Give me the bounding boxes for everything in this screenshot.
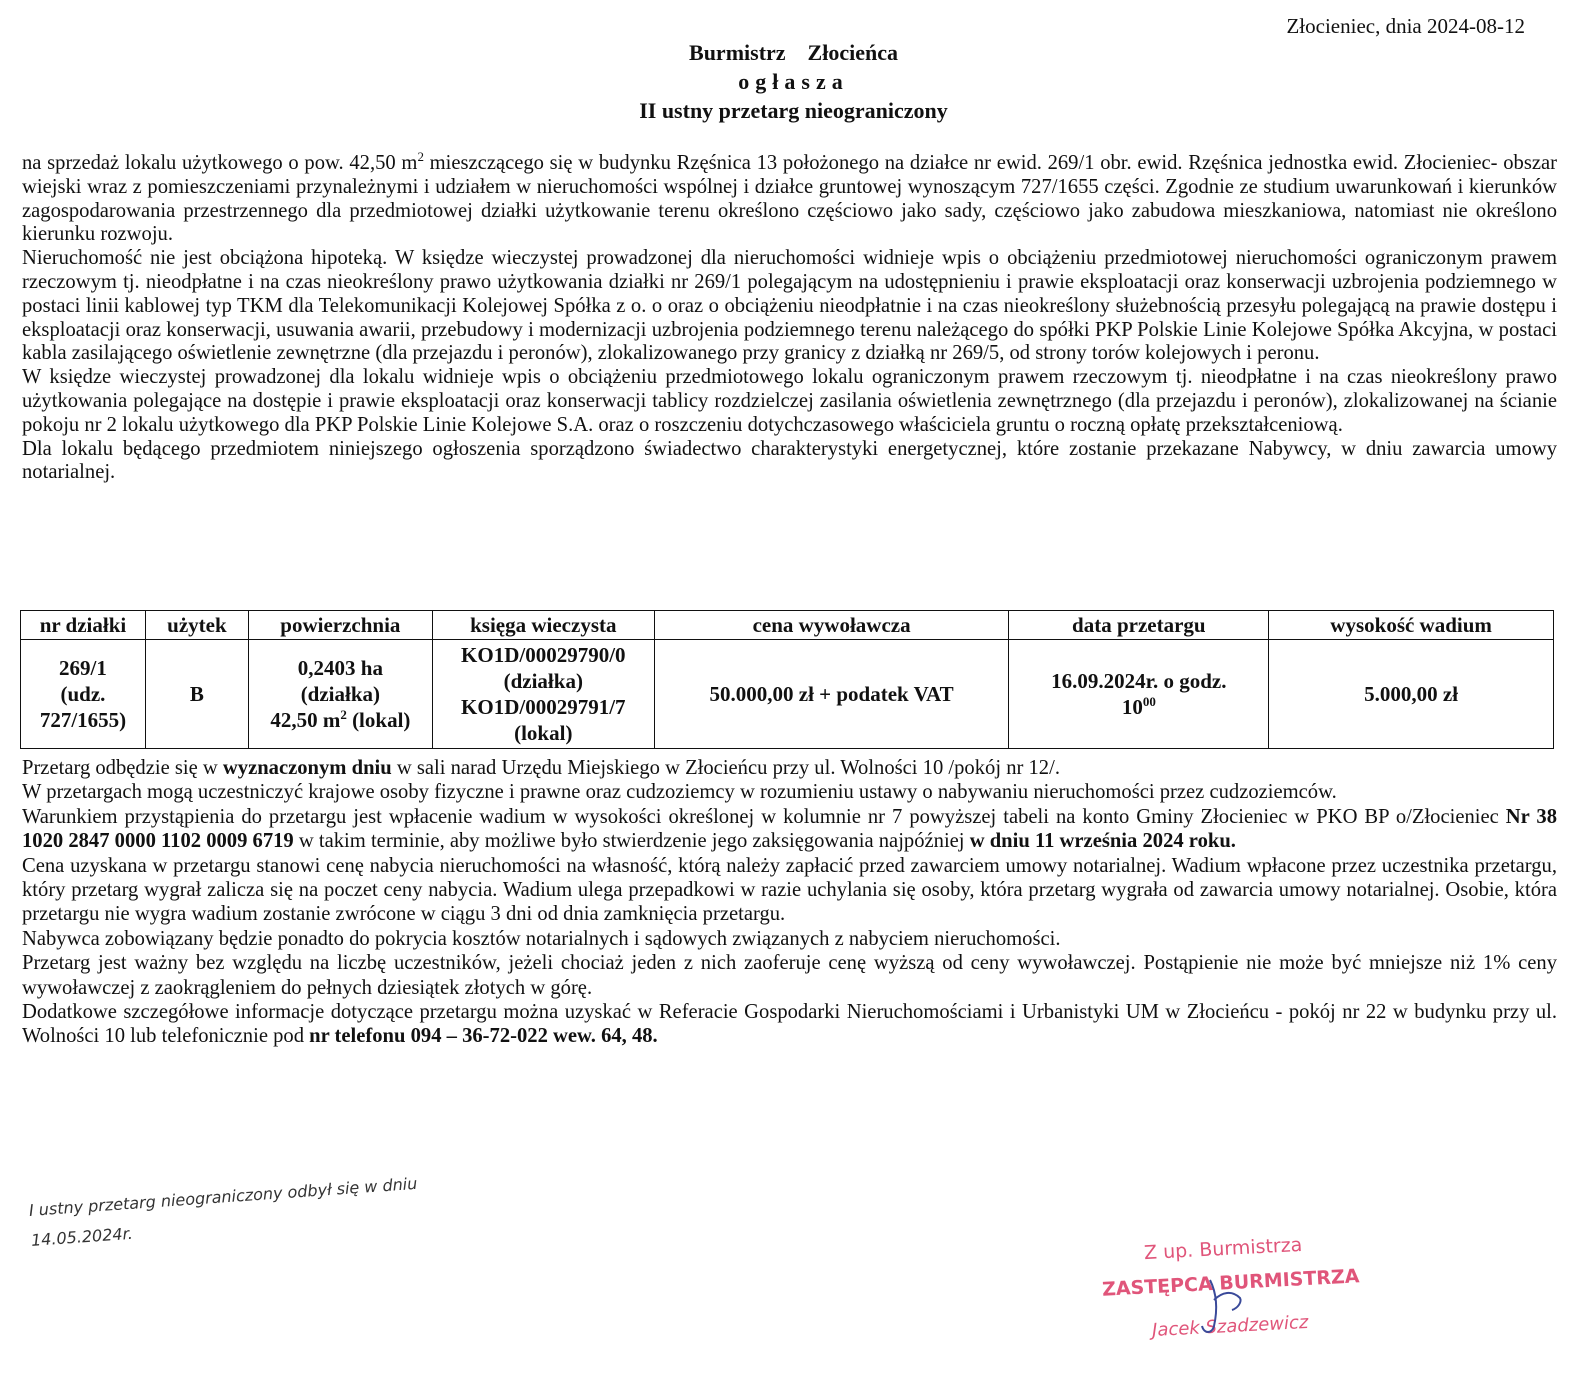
paragraph-venue: Przetarg odbędzie się w wyznaczonym dniu w sali narad Urzędu Miejskiego w Złocieńcu przy ul. Wolności 10 /pokój nr 12/. (22, 757, 1060, 779)
paragraph-participants: W przetargach mogą uczestniczyć krajowe osoby fizyczne i prawne oraz cudzoziemcy w rozumieniu ustawy o nabywaniu nieruchomości przez cudzoziemców. (22, 781, 1337, 804)
stamp-name: Jacek Szadzewicz (1151, 1311, 1309, 1342)
paragraph-unit-encumbrances: W księdze wieczystej prowadzonej dla lokalu widnieje wpis o obciążeniu przedmiotowego lokalu ograniczonym prawem rzeczowym tj. nieodpłatne i na czas nieokreślony prawo użytkowania polegające na dostępie i prawie eksploatacji oraz konserwacji tablicy rozdzielczej zasilania oświetlenia zewnętrznego (dla przejazdu i peronów), zlokalizowanej na ścianie pokoju nr 2 lokalu użytkowego dla PKP Polskie Linie Kolejowe S.A. oraz o roszczeniu dotychczasowego właściciela gruntu o roczną opłatę przekształceniową. (22, 366, 1557, 436)
contact-phone: nr telefonu 094 – 36-72-022 wew. 64, 48. (309, 1025, 658, 1048)
paragraph-energy-certificate: Dla lokalu będącego przedmiotem niniejszego ogłoszenia sporządzono świadectwo charakterystyki energetycznej, które zostanie przekazane Nabywcy, w dniu zawarcia umowy notarialnej. (22, 437, 1557, 484)
cell-starting-price: 50.000,00 zł + podatek VAT (654, 640, 1009, 749)
handwritten-note-text: I ustny przetarg nieograniczony odbył się w dniu 14.05.2024r. (28, 1173, 418, 1250)
signature-icon (1092, 1230, 1372, 1360)
auction-terms (22, 756, 1557, 1049)
paragraph-contact: Dodatkowe szczegółowe informacje dotyczące przetargu można uzyskać w Referacie Gospodarki Nieruchomościami i Urbanistyki UM w Złocieńcu - pokój nr 22 w budynku przy ul. Wolności 10 lub telefonicznie pod nr telefonu 094 – 36-72-022 wew. 64, 48. (22, 1001, 1557, 1048)
cell-land-register: KO1D/00029790/0 (działka) KO1D/00029791/7 (lokal) (432, 640, 654, 749)
header-area: powierzchnia (248, 611, 432, 640)
body-text (22, 149, 1557, 485)
paragraph-encumbrances: Nieruchomość nie jest obciążona hipoteką. W księdze wieczystej prowadzonej dla nieruchomości widnieje wpis o obciążeniu przedmiotowej nieruchomości ograniczonym prawem rzeczowym tj. nieodpłatne i na czas nieokreślony prawo użytkowania działki nr 269/1 polegającym na udostępnieniu i prawie eksploatacji oraz konserwacji uzbrojenia podziemnego w postaci linii kablowej typ TKM dla Telekomunikacji Kolejowej Spółka z o. o oraz o obciążeniu nieodpłatnie i na czas nieokreślony służebnością przesyłu polegającą na prawie dostępu i eksploatacji oraz konserwacji, usuwania awarii, przebudowy i modernizacji uzbrojenia podziemnego terenu należącego do spółki PKP Polskie Linie Kolejowe Spółka Akcyjna, w postaci kabla zasilającego oświetlenie zewnętrzne (dla przejazdu i peronów), zlokalizowanego przy granicy z działką nr 269/5, od strony torów kolejowych i peronu. (22, 247, 1557, 365)
paragraph-price-terms: Cena uzyskana w przetargu stanowi cenę nabycia nieruchomości na własność, którą należy zapłacić przed zawarciem umowy notarialnej. Wadium wpłacone przez uczestnika przetargu, który przetarg wygrał zalicza się na poczet ceny nabycia. Wadium ulega przepadkowi w razie uchylania się osoby, która przetarg wygrała od zawarcia umowy notarialnej. Osobie, która przetargu nie wygra wadium zostanie zwrócone w ciągu 3 dni od dnia zamknięcia przetargu. (22, 854, 1557, 926)
cell-area: 0,2403 ha (działka) 42,50 $m^2$ (lokal) (248, 640, 432, 749)
header-auction-date: data przetargu (1009, 611, 1269, 640)
handwritten-note (28, 1173, 448, 1266)
bank-account-number: Nr 38 1020 2847 0000 1102 0009 6719 (22, 805, 1557, 853)
cell-deposit: 5.000,00 zł (1269, 640, 1554, 749)
issuing-authority: Burmistrz Złocieńca (689, 40, 898, 65)
table-row (21, 640, 1554, 749)
stamp-position: ZASTĘPCA BURMISTRZA (1101, 1265, 1360, 1301)
document-title: II ustny przetarg nieograniczony (639, 98, 948, 123)
deposit-deadline: w dniu 11 września 2024 roku. (969, 830, 1236, 853)
offer-table (20, 610, 1554, 749)
header-starting-price: cena wywoławcza (654, 611, 1009, 640)
announces-word: ogłasza (738, 69, 849, 94)
paragraph-deposit-terms: Warunkiem przystąpienia do przetargu jest wpłacenie wadium w wysokości określonej w kolumnie nr 7 powyższej tabeli na konto Gminy Złocieniec w PKO BP o/Złocieniec Nr 38 1020 2847 0000 1102 0009 6719 w takim terminie, aby możliwe było stwierdzenie jego zaksięgowania najpóźniej w dniu 11 września 2024 roku. (22, 805, 1557, 853)
cell-use: B (145, 640, 248, 749)
header (0, 38, 1587, 125)
cell-auction-date: 16.09.2024r. o godz. $10^{00}$ (1009, 640, 1269, 749)
official-stamp (1092, 1230, 1372, 1360)
cell-plot-number: 269/1 (udz. 727/1655) (21, 640, 146, 749)
table-header-row (21, 611, 1554, 640)
paragraph-costs: Nabywca zobowiązany będzie ponadto do pokrycia kosztów notarialnych i sądowych związanych z nabyciem nieruchomości. (22, 927, 1061, 950)
paragraph-validity: Przetarg jest ważny bez względu na liczbę uczestników, jeżeli chociaż jeden z nich zaoferuje cenę wyższą od ceny wywoławczej. Postąpienie nie może być mniejsze niż 1% ceny wywoławczej z zaokrągleniem do pełnych dziesiątek złotych w górę. (22, 952, 1557, 999)
header-land-register: księga wieczysta (432, 611, 654, 640)
date-line: Złocieniec, dnia 2024-08-12 (1286, 14, 1525, 38)
header-deposit: wysokość wadium (1269, 611, 1554, 640)
stamp-on-behalf: Z up. Burmistrza (1143, 1233, 1303, 1265)
header-plot-number: nr działki (21, 611, 146, 640)
header-use: użytek (145, 611, 248, 640)
paragraph-subject: na sprzedaż lokalu użytkowego o pow. 42,50 $m^2$ mieszczącego się w budynku Rzęśnica 13 położonego na działce nr ewid. 269/1 obr. ewid. Rzęśnica jednostka ewid. Złocieniec- obszar wiejski wraz z pomieszczeniami przynależnymi i udziałem w nieruchomości wspólnej i działce gruntowej wynoszącym 727/1655 części. Zgodnie ze studium uwarunkowań i kierunków zagospodarowania przestrzennego dla przedmiotowej działki użytkowanie terenu określono częściowo jako sady, częściowo jako zabudowa mieszkaniowa, natomiast nie określono kierunku rozwoju. (22, 149, 1557, 246)
